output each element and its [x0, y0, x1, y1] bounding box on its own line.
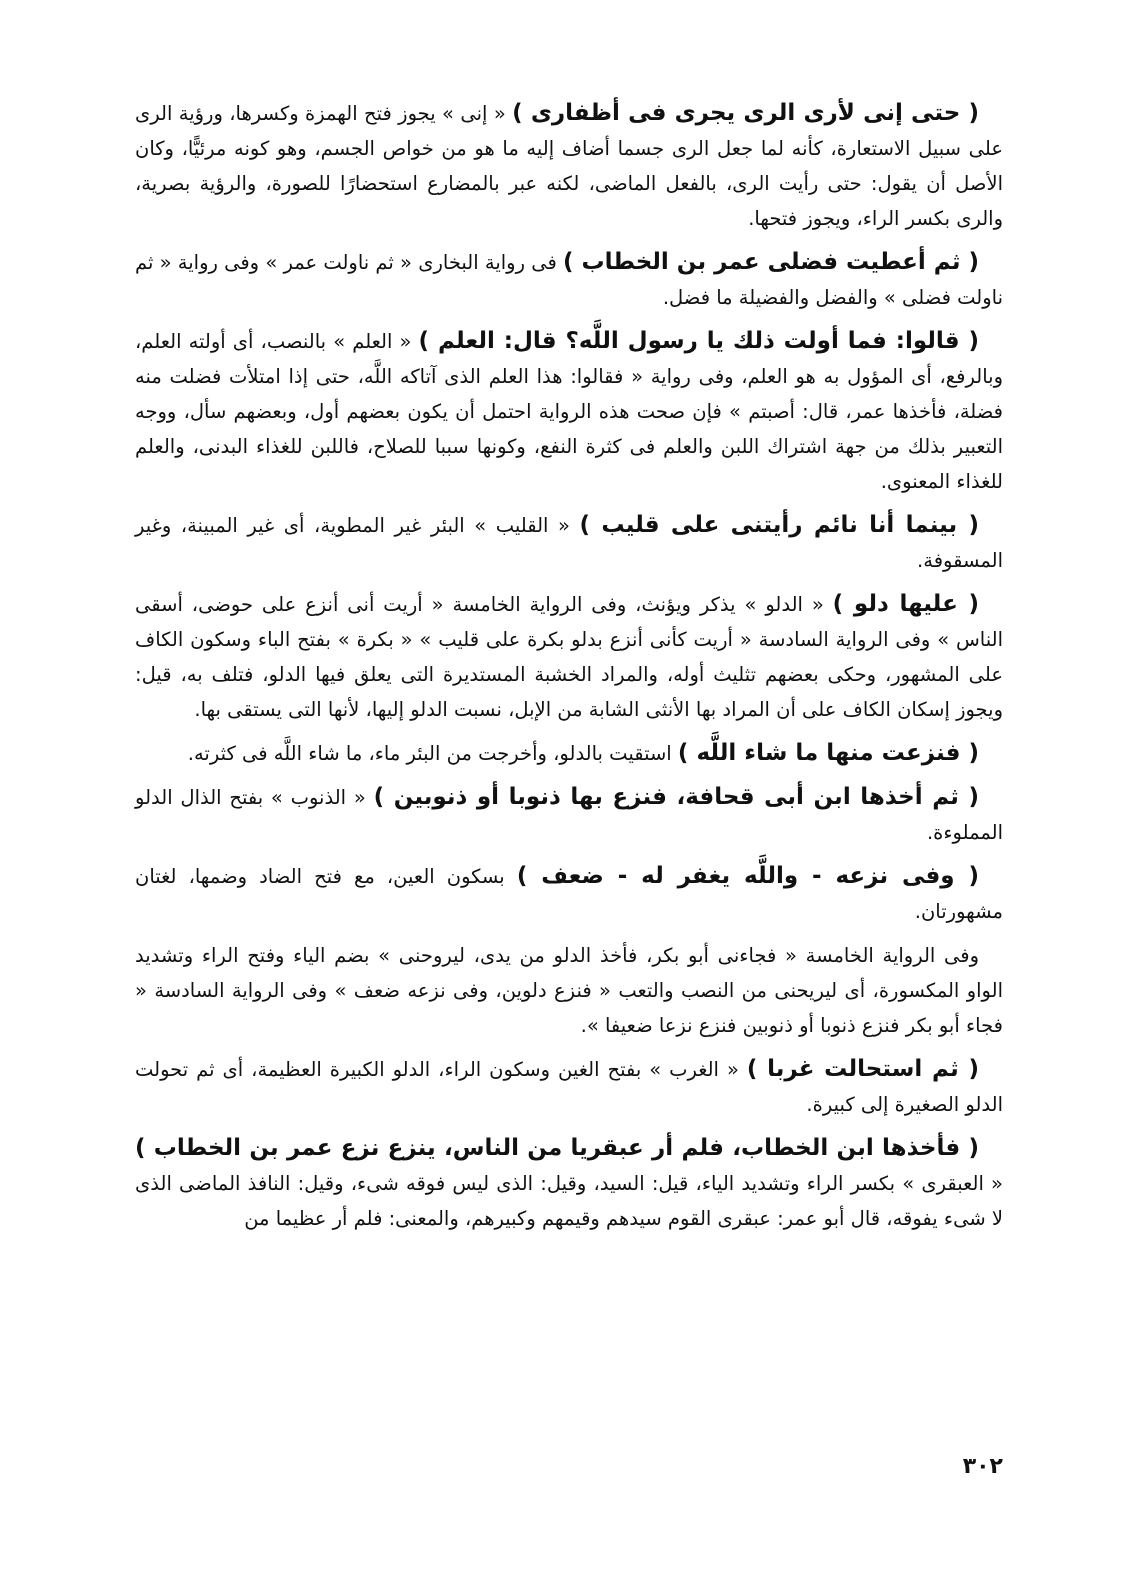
commentary-text: بسكون العين، مع فتح الضاد وضمها، لغتان مشهورتان.: [135, 865, 1003, 923]
paragraph-10: [135, 1052, 1003, 1122]
paragraph-6: [135, 736, 1003, 771]
commentary-text: « القليب » البئر غير المطوية، أى غير المبينة، وغير المسقوفة.: [135, 514, 1003, 572]
heading-phrase: ( ثم استحالت غربا ): [746, 1056, 979, 1082]
heading-phrase: ( قالوا: فما أولت ذلك يا رسول اللَّه؟ قال: العلم ): [418, 328, 979, 354]
commentary-text: « العلم » بالنصب، أى أولته العلم، وبالرفع، أى المؤول به هو العلم، وفى رواية « فقالوا: هذا العلم الذى آتاكه اللَّه، حتى إذا امتلأت فضلت منه فضلة، فأخذها عمر، قال: أصبتم » فإن صحت هذه الرواية احتمل أن يكون بعضهم أول، وبعضهم سأل، ووجه التعبير بذلك من جهة اشتراك اللبن والعلم فى كثرة النفع، وكونها سببا للصلاح، فاللبن للغذاء البدنى، والعلم للغذاء المعنوى.: [135, 330, 1003, 493]
commentary-text: استقيت بالدلو، وأخرجت من البئر ماء، ما شاء اللَّه فى كثرته.: [187, 742, 678, 765]
heading-phrase: ( فنزعت منها ما شاء اللَّه ): [677, 740, 979, 766]
commentary-text: « الغرب » بفتح الغين وسكون الراء، الدلو الكبيرة العظيمة، أى ثم تحولت الدلو الصغيرة إلى كبيرة.: [135, 1058, 1003, 1116]
paragraph-5: [135, 587, 1003, 727]
commentary-text: فى رواية البخارى « ثم ناولت عمر » وفى رواية « ثم ناولت فضلى » والفضل والفضيلة ما فضل.: [135, 251, 1003, 309]
paragraph-8: [135, 859, 1003, 929]
heading-phrase: ( عليها دلو ): [832, 591, 980, 617]
paragraph-4: [135, 508, 1003, 578]
paragraph-9: [135, 938, 1003, 1043]
commentary-text: « الدلو » يذكر ويؤنث، وفى الرواية الخامسة « أريت أنى أنزع على حوضى، أسقى الناس » وفى الرواية السادسة « أريت كأنى أنزع بدلو بكرة على قليب » « بكرة » بفتح الباء وسكون الكاف على المشهور، وحكى بعضهم تثليث أوله، والمراد الخشبة المستديرة التى يعلق فيها الدلو، فتلف به، قيل: ويجوز إسكان الكاف على أن المراد بها الأنثى الشابة من الإبل، نسبت الدلو إليها، لأنها التى يستقى بها.: [135, 593, 1003, 721]
page-body: [135, 96, 1003, 1236]
paragraph-3: [135, 324, 1003, 499]
commentary-text: « الذنوب » بفتح الذال الدلو المملوءة.: [135, 786, 1003, 844]
paragraph-2: [135, 245, 1003, 315]
heading-phrase: ( وفى نزعه - واللَّه يغفر له - ضعف ): [516, 863, 980, 889]
commentary-text: « العبقرى » بكسر الراء وتشديد الياء، قيل: السيد، وقيل: الذى ليس فوقه شىء، وقيل: النافذ الماضى الذى لا شىء يفوقه، قال أبو عمر: عبقرى القوم سيدهم وقيمهم وكبيرهم، والمعنى: فلم أر عظيما من: [135, 1172, 1003, 1230]
commentary-text: « إنى » يجوز فتح الهمزة وكسرها، ورؤية الرى على سبيل الاستعارة، كأنه لما جعل الرى جسما أضاف إليه ما هو من خواص الجسم، وهو كونه مرئيًّا، وكان الأصل أن يقول: حتى رأيت الرى، بالفعل الماضى، لكنه عبر بالمضارع استحضارًا للصورة، والرؤية بصرية، والرى بكسر الراء، ويجوز فتحها.: [135, 102, 1003, 230]
paragraph-7: [135, 780, 1003, 850]
page-number: ٣٠٢: [962, 1454, 1003, 1479]
paragraph-11: [135, 1131, 1003, 1236]
heading-phrase: ( بينما أنا نائم رأيتنى على قليب ): [579, 512, 979, 538]
heading-phrase: ( ثم أخذها ابن أبى قحافة، فنزع بها ذنوبا أو ذنوبين ): [373, 784, 980, 810]
paragraph-1: [135, 96, 1003, 236]
heading-phrase: ( حتى إنى لأرى الرى يجرى فى أظفارى ): [512, 100, 979, 126]
heading-phrase: ( ثم أعطيت فضلى عمر بن الخطاب ): [563, 249, 979, 275]
commentary-text: وفى الرواية الخامسة « فجاءنى أبو بكر، فأخذ الدلو من يدى، ليروحنى » بضم الياء وفتح الراء وتشديد الواو المكسورة، أى ليريحنى من النصب والتعب « فنزع دلوين، وفى نزعه ضعف » وفى الرواية السادسة « فجاء أبو بكر فنزع ذنوبا أو ذنوبين فنزع نزعا ضعيفا ».: [135, 944, 1003, 1037]
heading-phrase: ( فأخذها ابن الخطاب، فلم أر عبقريا من الناس، ينزع نزع عمر بن الخطاب ): [135, 1135, 979, 1161]
